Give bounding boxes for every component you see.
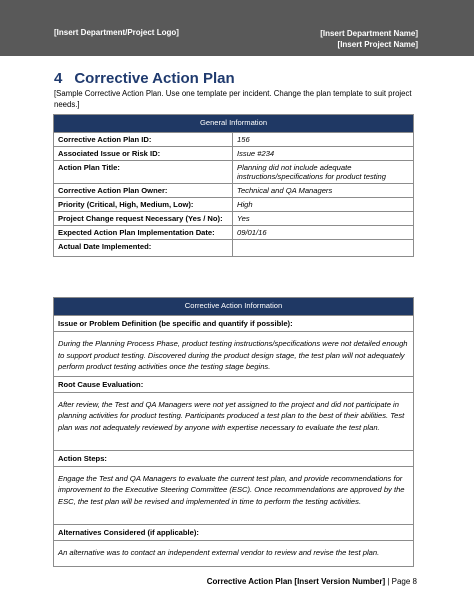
- page-footer: [207, 577, 417, 586]
- alternatives-text: An alternative was to contact an independent external vendor to review and revise the test plan.: [54, 540, 414, 566]
- row-value: 156: [233, 133, 414, 147]
- root-cause-text: After review, the Test and QA Managers were not yet assigned to the project and did not participate in planning activities for product testing. Participants produced a test plan to the best of their abilities. Test plan was not adequately reviewed by anyone with expertise necessary to evaluate the test plan.: [54, 392, 414, 450]
- action-steps-text: Engage the Test and QA Managers to evaluate the current test plan, and provide recommendations for improvement to the Executive Steering Committee (ESC). Once recommendations are approved by the ESC, the test plan will be revised and implemented in time to perform the testing activities.: [54, 466, 414, 524]
- header-right: [320, 28, 418, 50]
- header-department-name: [Insert Department Name]: [320, 29, 418, 38]
- table-row: [54, 240, 414, 257]
- issue-definition-label: Issue or Problem Definition (be specific and quantify if possible):: [54, 316, 414, 332]
- table-row: [54, 226, 414, 240]
- table-row: [54, 212, 414, 226]
- row-value: Issue #234: [233, 147, 414, 161]
- header-project-name: [Insert Project Name]: [337, 40, 418, 49]
- header-logo-placeholder: [Insert Department/Project Logo]: [54, 28, 179, 37]
- section-intro: [Sample Corrective Action Plan. Use one template per incident. Change the plan template to suit project needs.]: [54, 89, 412, 109]
- table-row: [54, 133, 414, 147]
- row-label: Corrective Action Plan Owner:: [54, 184, 233, 198]
- row-label: Priority (Critical, High, Medium, Low):: [54, 198, 233, 212]
- table-row: [54, 184, 414, 198]
- corrective-action-heading: Corrective Action Information: [54, 298, 414, 316]
- section-number: 4: [54, 70, 63, 87]
- table-row: [54, 198, 414, 212]
- section-title-text: Corrective Action Plan: [74, 70, 235, 87]
- row-label: Associated Issue or Risk ID:: [54, 147, 233, 161]
- section-title: [54, 70, 235, 87]
- row-value: Technical and QA Managers: [233, 184, 414, 198]
- row-value: [233, 240, 414, 257]
- row-label: Corrective Action Plan ID:: [54, 133, 233, 147]
- root-cause-label: Root Cause Evaluation:: [54, 376, 414, 392]
- row-label: Project Change request Necessary (Yes / No):: [54, 212, 233, 226]
- page-header-band: [0, 0, 474, 56]
- action-steps-label: Action Steps:: [54, 450, 414, 466]
- row-value: Planning did not include adequate instructions/specifications for product testing: [233, 161, 414, 184]
- issue-definition-text: During the Planning Process Phase, product testing instructions/specifications were not detailed enough to support product testing. Discovered during the product design stage, the test plan will not adequately perform product testing activities once the testing stage begins.: [54, 332, 414, 377]
- row-label: Actual Date Implemented:: [54, 240, 233, 257]
- table-row: [54, 161, 414, 184]
- row-label: Expected Action Plan Implementation Date:: [54, 226, 233, 240]
- row-value: Yes: [233, 212, 414, 226]
- corrective-action-information-table: [53, 297, 414, 567]
- row-label: Action Plan Title:: [54, 161, 233, 184]
- row-value: High: [233, 198, 414, 212]
- general-information-heading: General Information: [54, 115, 414, 133]
- general-information-table: [53, 114, 414, 257]
- row-value: 09/01/16: [233, 226, 414, 240]
- alternatives-label: Alternatives Considered (if applicable):: [54, 524, 414, 540]
- footer-title: Corrective Action Plan [Insert Version Number]: [206, 577, 386, 586]
- footer-page-number: | Page 8: [385, 577, 417, 586]
- table-row: [54, 147, 414, 161]
